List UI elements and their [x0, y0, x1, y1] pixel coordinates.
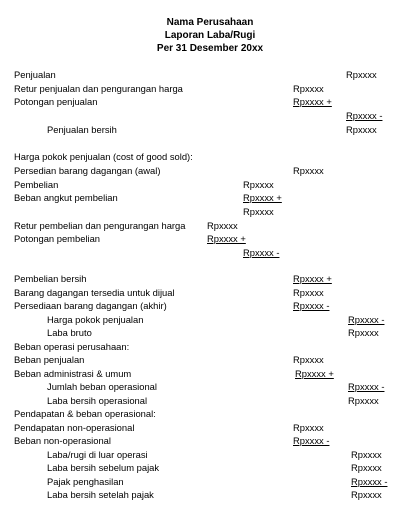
amount-value: Rpxxxx	[346, 124, 377, 135]
line-label: Laba bersih operasional	[47, 395, 148, 406]
line-label: Harga pokok penjualan	[47, 314, 144, 325]
line-label: Pajak penghasilan	[47, 476, 124, 487]
line-label: Harga pokok penjualan (cost of good sold):	[14, 151, 193, 162]
line-label: Beban penjualan	[14, 354, 85, 365]
line-label: Barang dagangan tersedia untuk dijual	[14, 287, 175, 298]
line-label: Penjualan bersih	[47, 124, 117, 135]
line-label: Beban angkut pembelian	[14, 192, 118, 203]
amount-value: Rpxxxx	[293, 354, 324, 365]
amount-value: Rpxxxx	[207, 220, 238, 231]
amount-value: Rpxxxx	[351, 462, 382, 473]
company-name: Nama Perusahaan	[166, 17, 254, 28]
amount-value: Rpxxxx	[351, 449, 382, 460]
amount-value: Rpxxxx	[351, 489, 382, 500]
line-label: Persediaan barang dagangan (akhir)	[14, 300, 167, 311]
line-label: Laba bruto	[47, 327, 92, 338]
amount-value: Rpxxxx +	[207, 233, 246, 244]
line-label: Penjualan	[14, 69, 56, 80]
line-label: Retur pembelian dan pengurangan harga	[14, 220, 186, 231]
line-label: Persedian barang dagangan (awal)	[14, 165, 161, 176]
amount-value: Rpxxxx	[346, 69, 377, 80]
amount-value: Rpxxxx -	[293, 435, 330, 446]
line-label: Potongan pembelian	[14, 233, 101, 244]
line-label: Pendapatan & beban operasional:	[14, 408, 156, 419]
amount-value: Rpxxxx -	[243, 247, 280, 258]
line-label: Beban administrasi & umum	[14, 368, 132, 379]
line-label: Pendapatan non-operasional	[14, 422, 135, 433]
amount-value: Rpxxxx -	[293, 300, 330, 311]
line-label: Laba bersih setelah pajak	[47, 489, 154, 500]
amount-value: Rpxxxx	[243, 206, 274, 217]
line-label: Retur penjualan dan pengurangan harga	[14, 83, 183, 94]
report-title: Laporan Laba/Rugi	[164, 30, 256, 41]
line-label: Potongan penjualan	[14, 96, 98, 107]
amount-value: Rpxxxx	[293, 165, 324, 176]
amount-value: Rpxxxx -	[348, 381, 385, 392]
amount-value: Rpxxxx	[348, 395, 379, 406]
amount-value: Rpxxxx	[243, 179, 274, 190]
amount-value: Rpxxxx +	[243, 192, 282, 203]
amount-value: Rpxxxx +	[293, 96, 332, 107]
line-label: Jumlah beban operasional	[47, 381, 157, 392]
amount-value: Rpxxxx	[293, 422, 324, 433]
line-label: Beban operasi perusahaan:	[14, 341, 130, 352]
amount-value: Rpxxxx +	[295, 368, 334, 379]
amount-value: Rpxxxx +	[293, 273, 332, 284]
line-label: Pembelian bersih	[14, 273, 87, 284]
line-label: Beban non-operasional	[14, 435, 111, 446]
amount-value: Rpxxxx	[348, 327, 379, 338]
line-label: Laba bersih sebelum pajak	[47, 462, 160, 473]
report-period: Per 31 Desember 20xx	[156, 43, 264, 54]
amount-value: Rpxxxx	[293, 83, 324, 94]
line-label: Laba/rugi di luar operasi	[47, 449, 148, 460]
amount-value: Rpxxxx	[293, 287, 324, 298]
amount-value: Rpxxxx -	[346, 110, 383, 121]
line-label: Pembelian	[14, 179, 59, 190]
amount-value: Rpxxxx -	[351, 476, 388, 487]
amount-value: Rpxxxx -	[348, 314, 385, 325]
